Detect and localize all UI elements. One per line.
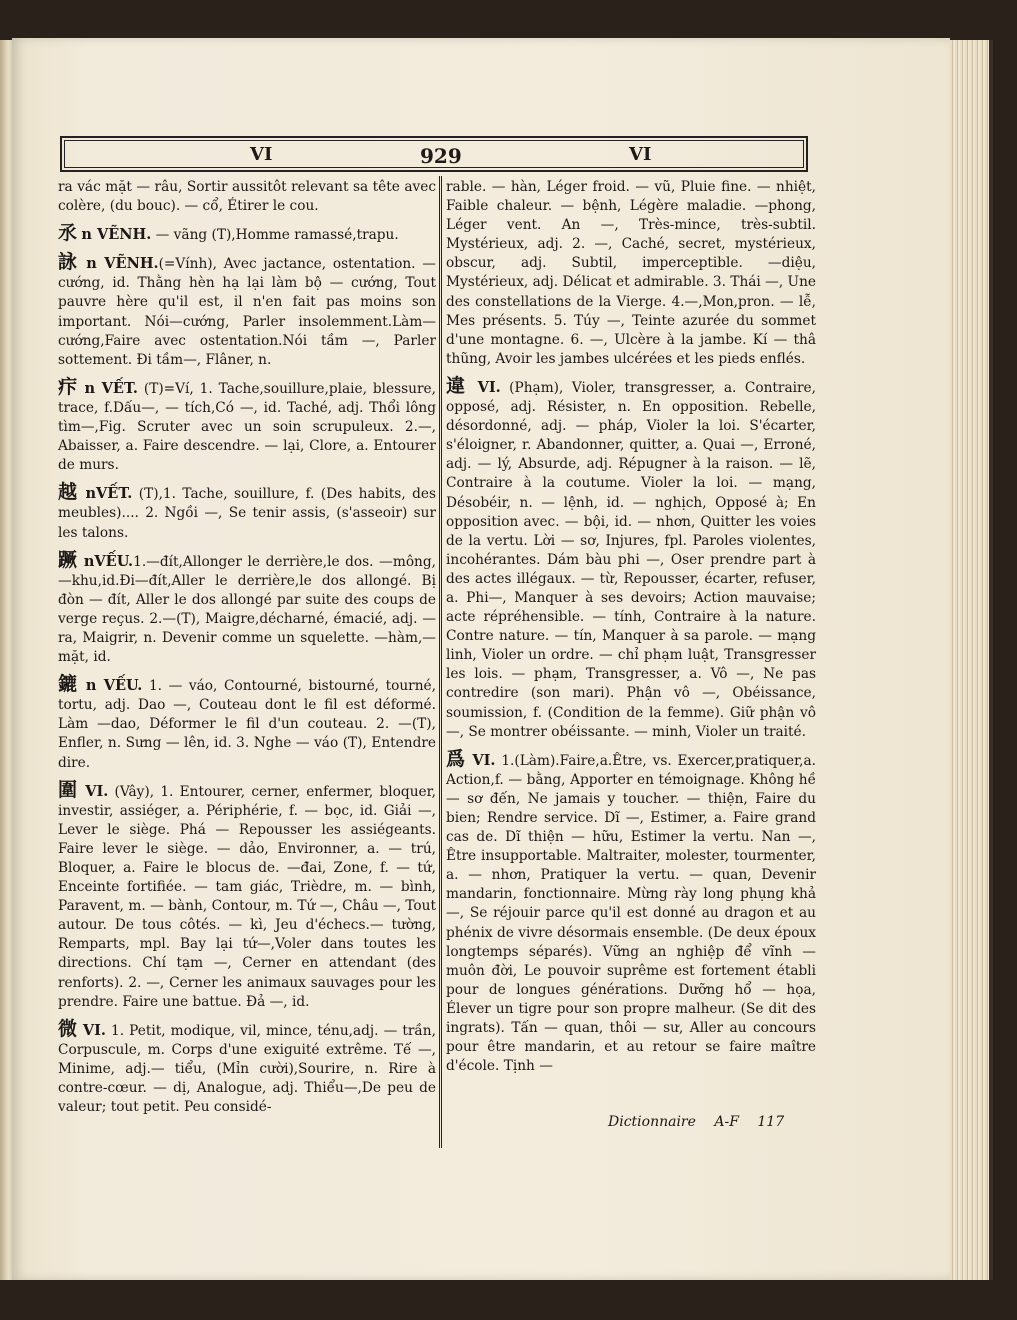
- dictionary-entry: 蹶 nVẾU.1.—đít,Allonger le derrière,le dos. —mông,—khu,id.Đi—đít,Aller le derrière,le dos allongé. Bị đòn — đít, Aller le dos allongé par suite des coups de verge reçus. 2.—(T), Maigre,décharné, émacié, adj. — ra, Maigrir, n. Devenir comme un squelette. —hàm,— mặt, id.: [58, 548, 436, 666]
- hanzi-character: 鏕: [58, 673, 80, 696]
- hanzi-character: 蹶: [58, 548, 79, 571]
- dictionary-entry: 微 VI. 1. Petit, modique, vil, mince, ténu,adj. — trần, Corpuscule, m. Corps d'une exiguité extrême. Tế —, Minime, adj.— tiểu, (Mỉn cười),Sourire, n. Rire à contre-cœur. — dị, Analogue, adj. Thiểu—,De peu de valeur; tout petit. Peu considé-: [58, 1017, 436, 1116]
- dictionary-entry: 越 nVẾT. (T),1. Tache, souillure, f. (Des habits, des meubles).... 2. Ngồi —, Se tenir assis, (s'asseoir) sur les talons.: [58, 481, 436, 541]
- hanzi-character: 越: [58, 481, 80, 504]
- dictionary-entry: 詠 n VẼNH.(=Vính), Avec jactance, ostentation. — cướng, id. Thằng hèn hạ lại làm bộ — cướng, Tout pauvre hère qu'il est, il n'en fait pas moins son important. Nói—cướng, Parler insolemment.Làm—cướng,Faire avec ostentation.Nói tầm —, Parler sottement. Đi tầm—, Flâner, n.: [58, 251, 436, 368]
- headword: n VẾU.: [85, 677, 143, 695]
- footer-volume: A-F: [714, 1114, 739, 1130]
- footer-title: Dictionnaire: [608, 1114, 696, 1130]
- headword: VI.: [472, 751, 496, 769]
- running-header: [60, 136, 808, 172]
- hanzi-character: 圍: [58, 778, 79, 801]
- column-divider: [439, 176, 442, 1148]
- left-column: [58, 178, 436, 1163]
- dictionary-entry: 違 VI. (Phạm), Violer, transgresser, a. Contraire, opposé, adj. Résister, n. En opposition. Rebelle, désordonné, adj. — pháp, Violer la loi. S'écarter, s'éloigner, r. Abandonner, quitter, a. Quai —, Erroné, adj. — lý, Absurde, adj. Répugner à la raison. — lẽ, Contraire à la coutume. Violer la loi. — mạng, Désobéir, n. — lệnh, id. — nghịch, Opposé à; En opposition avec. — bội, id. — nhơn, Quitter les voies de la vertu. Lời — sơ, Injures, fpl. Paroles violentes, incohérantes. Dám bàu phi —, Oser prendre part à des actes illégaux. — từ, Repousser, écarter, refuser, a. Phi—, Manquer à ses devoirs; Action mauvaise; acte répréhensible. — tính, Contraire à la nature. Contre nature. — tín, Manquer à sa parole. — mạng linh, Violer un ordre. — chỉ phạm luật, Transgresser les lois. — phạm, Transgresser, a. Vô —, Ne pas contredire (son mari). Phận vô —, Obéissance, soumission, f. (Condition de la femme). Giữ phận vô —, Se montrer obéissante. — minh, Violer un traité.: [446, 374, 816, 740]
- dictionary-entry: 鏕 n VẾU. 1. — váo, Contourné, bistourné, tourné, tortu, adj. Dao —, Couteau dont le fil est déformé. Làm —dao, Déformer le fil d'un couteau. 2. —(T), Enfler, n. Sưng — lên, id. 3. Nghe — váo (T), Entendre dire.: [58, 673, 436, 771]
- headword: n VẾT.: [84, 379, 138, 397]
- entry-paragraph: rable. — hàn, Léger froid. — vũ, Pluie fine. — nhiệt, Faible chaleur. — bệnh, Légère maladie. —phong, Léger vent. An —, Très-mince, très-subtil. Mystérieux, adj. 2. —, Caché, secret, mystérieux, obscur, adj. Subtil, imperceptible. —diệu, Mystérieux, adj. Délicat et admirable. 3. Thái —, Une des constellations de la Vierge. 4.—,Mon,pron. — lễ, Mes présents. 5. Túy —, Teinte azurée du sommet d'une montagne. 6. —, Ulcère à la jambe. Kí — thâ thũng, Avoir les jambes ulcérées et les pieds enflés.: [446, 179, 816, 367]
- dictionary-entry: 爲 VI. 1.(Làm).Faire,a.Être, vs. Exercer,pratiquer,a. Action,f. — bằng, Apporter en témoignage. Không hề — sơ đến, Ne jamais y toucher. — thiện, Faire du bien; Rendre service. Dĩ —, Estimer, a. Faire grand cas de. Dĩ thiện — hữu, Estimer la vertu. Nan —, Être insupportable. Maltraiter, molester, tourmenter, a. — nhơn, Pratiquer la vertu. — quan, Devenir mandarin, fonctionnaire. Mừng rày long phụng khả —, Se réjouir parce qu'il est donné au dragon et au phénix de vivre désormais ensemble. (De deux époux longtemps séparés). Vững an nghiệp để vĩnh — muôn đời, Le pouvoir suprême est fortement établi pour de longues générations. Dưỡng hổ — họa, Élever un tigre pour son propre malheur. (Se dit des ingrats). Tấn — quan, thôi — sư, Aller au concours pour être mandarin, et au retour se faire maître d'école. Tịnh —: [446, 747, 816, 1075]
- headword: VI.: [477, 378, 501, 396]
- dictionary-entry: 圍 VI. (Vây), 1. Entourer, cerner, enfermer, bloquer, investir, assiéger, a. Périphérie, f. — bọc, id. Giải —, Lever le siège. Phá — Repousser les assiégeants. Faire lever le siège. — dảo, Environner, a. — trú, Bloquer, a. Faire le blocus de. —đai, Zone, f. — tứ, Enceinte fortifiée. — tam giác, Trièdre, m. — bình, Paravent, m. — bành, Contour, m. Tứ —, Châu —, Tout autour. De tous côtés. — kì, Jeu d'échecs.— tường, Remparts, mpl. Bay lại tứ—,Voler dans toutes les directions. Chí tạm —, Cerner en attendant (des renforts). 2. —, Cerner les animaux sauvages pour les prendre. Faire une battue. Đả —, id.: [58, 778, 436, 1010]
- headword: VI.: [85, 782, 109, 800]
- page-number: 929: [420, 144, 462, 168]
- page-footer: [608, 1114, 828, 1130]
- dictionary-entry: 疜 n VẾT. (T)=Ví, 1. Tache,souillure,plaie, blessure, trace, f.Dấu—, — tích,Có —, id. Taché, adj. Thổi lông tìm—,Fig. Scruter avec un soin scrupuleux. 2.—, Abaisser, a. Faire descendre. — lại, Clore, a. Entourer de murs.: [58, 375, 436, 474]
- hanzi-character: 氶: [58, 222, 78, 245]
- header-right-entry: VI: [629, 144, 652, 165]
- headword: n VẼNH.: [86, 255, 159, 273]
- entry-paragraph: ra vác mặt — râu, Sortir aussitôt relevant sa tête avec colère, (du bouc). — cổ, Étirer le cou.: [58, 179, 436, 215]
- hanzi-character: 違: [446, 374, 470, 397]
- footer-signature: 117: [757, 1114, 785, 1130]
- headword: VI.: [82, 1021, 106, 1039]
- hanzi-character: 詠: [58, 251, 80, 274]
- dictionary-entry: 氶 n VẼNH. — vãng (T),Homme ramassé,trapu.: [58, 222, 399, 245]
- headword: n VẼNH.: [81, 226, 152, 244]
- headword: nVẾU.: [83, 552, 134, 570]
- headword: nVẾT.: [85, 485, 133, 503]
- hanzi-character: 爲: [446, 747, 467, 770]
- header-left-entry: VI: [250, 144, 273, 165]
- right-column: [446, 178, 816, 1163]
- page-edges: [945, 40, 993, 1280]
- hanzi-character: 微: [58, 1017, 78, 1040]
- hanzi-character: 疜: [58, 375, 79, 398]
